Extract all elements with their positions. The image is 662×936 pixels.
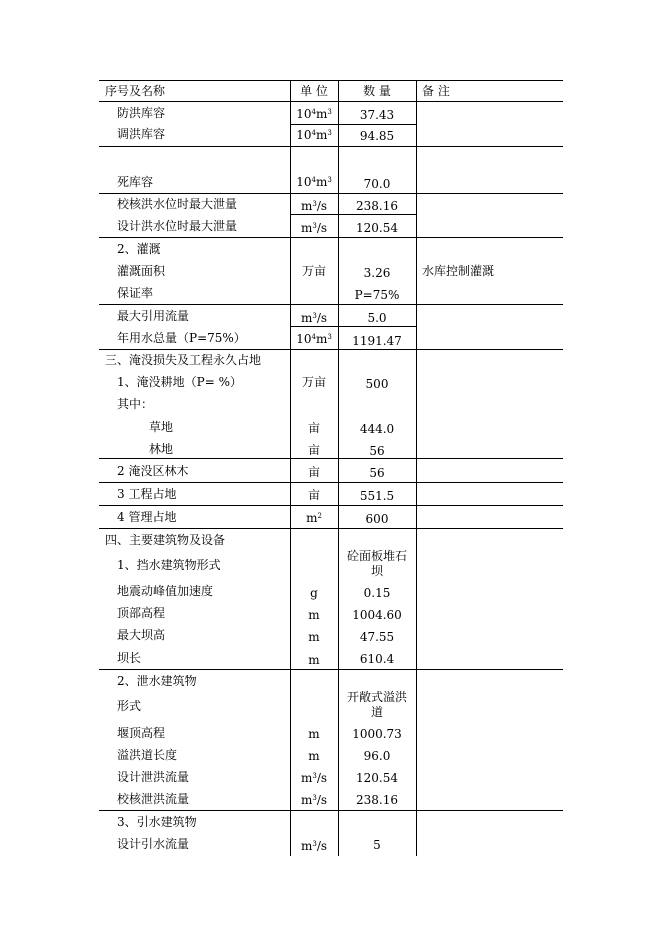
row-name: 其中： bbox=[117, 397, 154, 411]
header-bottom-border bbox=[99, 101, 563, 102]
row-name: 设计引水流量 bbox=[117, 837, 190, 851]
row-name: 地震动峰值加速度 bbox=[117, 584, 214, 598]
row-name: 1、挡水建筑物形式 bbox=[117, 558, 221, 572]
row-divider bbox=[290, 326, 416, 327]
section-heading: 3、引水建筑物 bbox=[117, 815, 197, 829]
row-divider bbox=[99, 458, 563, 459]
row-divider bbox=[99, 349, 563, 350]
row-name: 最大引用流量 bbox=[117, 309, 190, 323]
row-divider bbox=[99, 505, 563, 506]
row-divider bbox=[99, 237, 563, 238]
row-name: 防洪库容 bbox=[117, 106, 166, 120]
column-divider-note bbox=[416, 80, 417, 856]
row-name: 校核洪水位时最大泄量 bbox=[117, 197, 238, 211]
row-quantity: 96.0 bbox=[363, 749, 391, 763]
header-note: 备 注 bbox=[422, 84, 450, 98]
row-note: 水库控制灌溉 bbox=[422, 264, 495, 278]
row-quantity: 37.43 bbox=[359, 108, 395, 122]
row-quantity: 0.15 bbox=[363, 586, 391, 600]
row-quantity: 5 bbox=[373, 838, 381, 852]
row-unit: m bbox=[308, 630, 320, 644]
row-quantity: 500 bbox=[365, 377, 389, 391]
row-quantity: 1000.73 bbox=[352, 727, 402, 741]
row-quantity: 开敞式溢洪道 bbox=[346, 690, 407, 719]
row-quantity: 120.54 bbox=[356, 771, 398, 785]
row-unit: $10^4m^3$ bbox=[296, 128, 332, 142]
row-divider bbox=[99, 193, 563, 194]
row-quantity: 1191.47 bbox=[352, 334, 402, 348]
row-name: 最大坝高 bbox=[117, 628, 166, 642]
row-unit: $10^4m^3$ bbox=[296, 175, 332, 189]
row-name: 保证率 bbox=[117, 286, 154, 300]
row-quantity: 1004.60 bbox=[352, 608, 402, 622]
row-unit: 亩 bbox=[307, 465, 320, 479]
row-unit: $m^2$ bbox=[306, 511, 322, 525]
row-unit: 万亩 bbox=[301, 264, 326, 278]
row-quantity: 94.85 bbox=[359, 129, 395, 143]
row-quantity: 551.5 bbox=[359, 489, 395, 503]
row-quantity: 610.4 bbox=[359, 652, 395, 666]
row-name: 顶部高程 bbox=[117, 606, 166, 620]
row-unit: m bbox=[308, 727, 320, 741]
row-name: 灌溉面积 bbox=[117, 264, 166, 278]
row-name: 调洪库容 bbox=[117, 127, 166, 141]
table-top-border bbox=[99, 80, 563, 81]
row-name: 校核泄洪流量 bbox=[117, 792, 190, 806]
row-name: 年用水总量（P=75%） bbox=[117, 331, 246, 345]
row-unit: $10^4m^3$ bbox=[296, 332, 332, 346]
row-quantity: P=75% bbox=[354, 288, 400, 302]
row-unit: 亩 bbox=[307, 443, 320, 457]
row-quantity: 238.16 bbox=[356, 793, 398, 807]
row-quantity: 5.0 bbox=[367, 311, 387, 325]
header-quantity: 数 量 bbox=[363, 84, 391, 98]
header-unit: 单 位 bbox=[300, 84, 328, 98]
row-quantity: 47.55 bbox=[359, 630, 395, 644]
row-name: 设计洪水位时最大泄量 bbox=[117, 219, 238, 233]
row-unit: 万亩 bbox=[301, 375, 326, 389]
row-unit: $m^3/s$ bbox=[300, 793, 328, 807]
row-quantity: 238.16 bbox=[356, 199, 398, 213]
row-unit: m bbox=[308, 749, 320, 763]
row-name: 草地 bbox=[149, 420, 174, 434]
row-divider bbox=[99, 669, 563, 670]
row-name: 形式 bbox=[117, 699, 142, 713]
section-heading: 2、灌溉 bbox=[117, 242, 161, 256]
section-heading: 四、主要建筑物及设备 bbox=[105, 533, 226, 547]
header-name: 序号及名称 bbox=[105, 84, 166, 98]
row-unit: m bbox=[308, 608, 320, 622]
row-name: 4 管理占地 bbox=[117, 510, 177, 524]
row-quantity: 70.0 bbox=[363, 177, 391, 191]
section-heading: 2、泄水建筑物 bbox=[117, 674, 197, 688]
row-name: 3 工程占地 bbox=[117, 487, 177, 501]
row-divider bbox=[99, 482, 563, 483]
row-quantity: 56 bbox=[369, 444, 385, 458]
row-unit: $m^3/s$ bbox=[300, 221, 328, 235]
row-quantity: 56 bbox=[369, 466, 385, 480]
row-name: 1、淹没耕地（P= %） bbox=[117, 375, 242, 389]
row-name: 堰顶高程 bbox=[117, 726, 166, 740]
row-unit: $10^4m^3$ bbox=[296, 107, 332, 121]
row-unit: 亩 bbox=[307, 421, 320, 435]
row-unit: $m^3/s$ bbox=[300, 839, 328, 853]
row-name: 坝长 bbox=[117, 651, 142, 665]
row-divider bbox=[99, 304, 563, 305]
row-name: 溢洪道长度 bbox=[117, 748, 178, 762]
row-quantity: 600 bbox=[365, 512, 389, 526]
row-divider bbox=[99, 810, 563, 811]
row-divider bbox=[99, 528, 563, 529]
row-name: 2 淹没区林木 bbox=[117, 464, 189, 478]
row-name: 林地 bbox=[149, 442, 174, 456]
row-divider bbox=[290, 124, 416, 125]
row-divider bbox=[99, 146, 563, 147]
row-quantity: 砼面板堆石坝 bbox=[346, 549, 407, 578]
row-quantity: 3.26 bbox=[363, 266, 391, 280]
row-unit: $m^3/s$ bbox=[300, 311, 328, 325]
row-unit: m bbox=[308, 653, 320, 667]
row-name: 死库容 bbox=[117, 175, 154, 189]
row-name: 设计泄洪流量 bbox=[117, 770, 190, 784]
row-divider bbox=[290, 214, 416, 215]
row-quantity: 444.0 bbox=[359, 422, 395, 436]
row-unit: $m^3/s$ bbox=[300, 771, 328, 785]
row-unit: $m^3/s$ bbox=[300, 199, 328, 213]
row-unit: g bbox=[310, 586, 318, 600]
section-heading: 三、淹没损失及工程永久占地 bbox=[105, 353, 262, 367]
row-quantity: 120.54 bbox=[356, 221, 398, 235]
row-unit: 亩 bbox=[307, 488, 320, 502]
